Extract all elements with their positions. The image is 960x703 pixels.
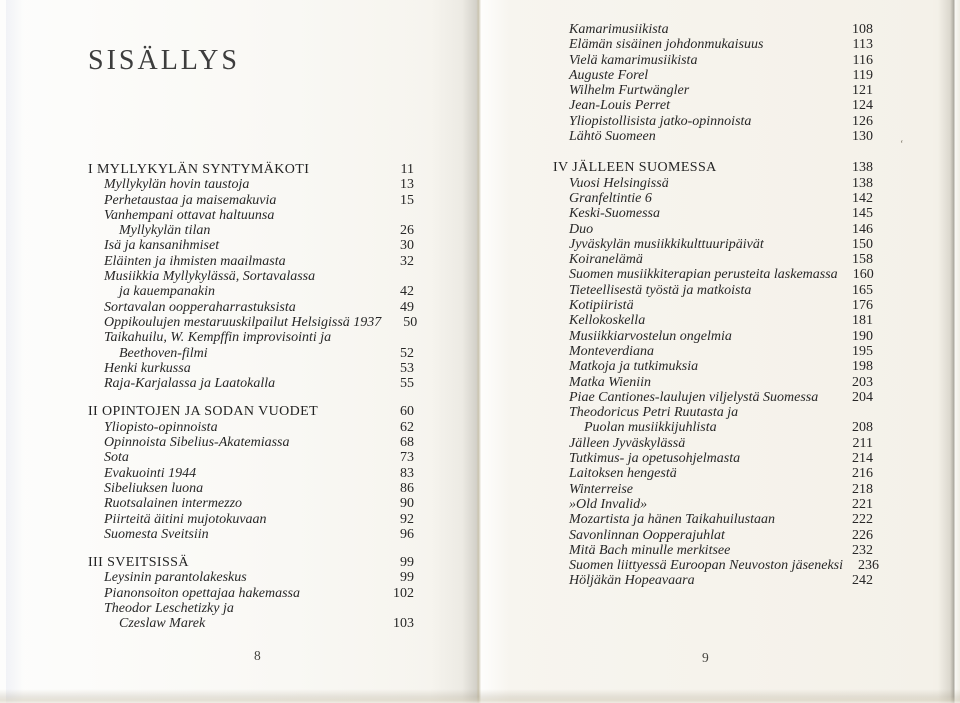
toc-entry: [88, 527, 414, 542]
entry-page-ref: 221: [852, 496, 873, 512]
left-page-number: 8: [254, 648, 261, 663]
entry-title: Tieteellisestä työstä ja matkoista: [569, 282, 752, 298]
entry-title: Tutkimus- ja opetusohjelmasta: [569, 451, 741, 467]
toc-entry: [553, 344, 873, 359]
left-page-edge-shading: [6, 0, 24, 703]
toc-entry: [88, 616, 414, 631]
toc-entry: [553, 512, 873, 527]
entry-page-ref: 138: [852, 160, 873, 176]
entry-title: Kotipiiristä: [569, 298, 634, 314]
toc-entry: [553, 98, 873, 113]
toc-entry: [88, 193, 414, 208]
entry-page-ref: 108: [852, 22, 873, 37]
entry-title: Matka Wieniin: [569, 374, 652, 390]
toc-entry: [553, 573, 873, 588]
entry-page-ref: 204: [852, 389, 873, 405]
toc-entry: [553, 267, 873, 282]
toc-entry: [553, 114, 873, 129]
toc-entry: [553, 283, 873, 298]
toc-entry: [553, 329, 873, 344]
entry-title: Sibeliuksen luona: [104, 480, 204, 496]
entry-title: Duo: [569, 221, 594, 237]
entry-page-ref: 138: [852, 175, 873, 191]
toc-entry: [88, 450, 414, 465]
entry-page-ref: 150: [852, 236, 873, 252]
entry-title: Jälleen Jyväskylässä: [569, 435, 686, 451]
toc-section-group: [88, 162, 418, 392]
toc-entry: [88, 177, 414, 192]
entry-title: Wilhelm Furtwängler: [569, 83, 690, 99]
entry-title: Mitä Bach minulle merkitsee: [569, 542, 731, 558]
toc-entry: [553, 497, 873, 512]
toc-entry: [88, 300, 414, 315]
entry-title: Puolan musiikkijuhlista: [584, 420, 717, 436]
toc-entry: [88, 466, 414, 481]
stray-pen-mark: ʻ: [898, 137, 904, 151]
entry-title: Isä ja kansanihmiset: [104, 238, 220, 254]
entry-title: Piae Cantiones-laulujen viljelystä Suomessa: [569, 389, 819, 405]
toc-entry: [88, 208, 414, 223]
entry-page-ref: 99: [400, 555, 414, 571]
entry-page-ref: 146: [852, 221, 873, 237]
entry-page-ref: 90: [400, 496, 414, 512]
toc-section-header: [553, 160, 873, 175]
entry-title: Vanhempani ottavat haltuunsa: [104, 207, 275, 223]
bottom-page-edge-shadow: [0, 689, 960, 703]
entry-page-ref: 142: [852, 190, 873, 206]
entry-title: IV JÄLLEEN SUOMESSA: [553, 160, 717, 176]
entry-page-ref: 32: [400, 253, 414, 269]
toc-entry: [88, 284, 414, 299]
toc-entry: [553, 390, 873, 405]
toc-left-column: [88, 162, 418, 632]
entry-page-ref: 13: [400, 177, 414, 193]
entry-title: ja kauempanakin: [119, 284, 216, 300]
entry-title: Leysinin parantolakeskus: [104, 570, 247, 586]
entry-page-ref: 226: [852, 527, 873, 543]
toc-section-group: [553, 22, 873, 144]
entry-page-ref: 50: [403, 314, 418, 330]
toc-right-column: [553, 22, 879, 589]
entry-page-ref: 165: [852, 282, 873, 298]
toc-entry: [553, 222, 873, 237]
entry-page-ref: 116: [852, 52, 873, 68]
entry-title: Opinnoista Sibelius-Akatemiassa: [104, 435, 290, 451]
entry-page-ref: 236: [858, 558, 879, 574]
entry-title: Auguste Forel: [569, 67, 649, 83]
toc-entry: [553, 482, 873, 497]
toc-entry: [553, 206, 873, 221]
entry-page-ref: 126: [852, 113, 873, 129]
entry-title: Musiikkiarvostelun ongelmia: [569, 328, 732, 344]
entry-page-ref: 218: [852, 481, 873, 497]
entry-title: Taikahuilu, W. Kempffin improvisointi ja: [104, 330, 332, 346]
entry-title: Granfeltintie 6: [569, 190, 652, 206]
toc-entry: [88, 512, 414, 527]
entry-title: Kellokoskella: [569, 313, 646, 329]
toc-section-header: [88, 555, 414, 570]
entry-page-ref: 55: [400, 376, 414, 392]
entry-title: »Old Invalid»: [569, 496, 648, 512]
entry-page-ref: 83: [400, 465, 414, 481]
entry-page-ref: 86: [400, 480, 414, 496]
toc-entry: [88, 346, 414, 361]
entry-page-ref: 119: [852, 67, 873, 83]
entry-title: Oppikoulujen mestaruuskilpailut Helsigissä 1937: [104, 314, 382, 330]
entry-title: Perhetaustaa ja maisemakuvia: [104, 192, 277, 208]
toc-entry: [553, 405, 873, 420]
toc-section-header: [88, 404, 414, 419]
toc-entry: [553, 83, 873, 98]
entry-page-ref: 203: [852, 374, 873, 390]
toc-entry: [88, 435, 414, 450]
entry-title: Beethoven-filmi: [119, 345, 208, 361]
entry-title: Laitoksen hengestä: [569, 466, 677, 482]
entry-page-ref: 145: [852, 206, 873, 222]
toc-entry: [88, 376, 414, 391]
entry-title: Yliopisto-opinnoista: [104, 419, 218, 435]
entry-title: Suomen musiikkiterapian perusteita laskemassa: [569, 267, 838, 283]
entry-page-ref: 222: [852, 512, 873, 528]
toc-entry: [88, 254, 414, 269]
entry-page-ref: 214: [852, 451, 873, 467]
entry-page-ref: 211: [852, 435, 873, 451]
entry-title: Keski-Suomessa: [569, 206, 660, 222]
entry-title: Mozartista ja hänen Taikahuilustaan: [569, 512, 776, 528]
toc-entry: [553, 22, 873, 37]
entry-page-ref: 121: [852, 83, 873, 99]
right-page-number: 9: [702, 650, 709, 665]
entry-page-ref: 68: [400, 435, 414, 451]
entry-title: III SVEITSISSÄ: [88, 555, 189, 571]
toc-entry: [553, 176, 873, 191]
toc-entry: [88, 570, 414, 585]
toc-entry: [553, 451, 873, 466]
toc-entry: [553, 375, 873, 390]
entry-title: Höljäkän Hopeavaara: [569, 573, 695, 589]
toc-entry: [553, 252, 873, 267]
entry-title: Theodoricus Petri Ruutasta ja: [569, 405, 739, 421]
toc-section-group: [553, 160, 879, 589]
entry-title: Yliopistollisista jatko-opinnoista: [569, 113, 752, 129]
toc-entry: [88, 269, 414, 284]
toc-entry: [553, 313, 873, 328]
entry-page-ref: 53: [400, 360, 414, 376]
entry-title: Myllykylän hovin taustoja: [104, 177, 250, 193]
toc-entry: [553, 436, 873, 451]
toc-entry: [88, 420, 414, 435]
entry-title: Vielä kamarimusiikista: [569, 52, 698, 68]
entry-title: I MYLLYKYLÄN SYNTYMÄKOTI: [88, 162, 310, 177]
entry-page-ref: 96: [400, 526, 414, 542]
entry-title: Savonlinnan Oopperajuhlat: [569, 527, 725, 543]
entry-title: Musiikkia Myllykylässä, Sortavalassa: [104, 269, 316, 285]
entry-page-ref: 49: [400, 299, 414, 315]
entry-title: Suomen liittyessä Euroopan Neuvoston jäseneksi: [569, 558, 843, 574]
toc-entry: [553, 37, 873, 52]
toc-entry: [553, 359, 873, 374]
entry-title: II OPINTOJEN JA SODAN VUODET: [88, 404, 319, 420]
toc-entry: [553, 558, 879, 574]
contents-title: SISÄLLYS: [88, 44, 240, 76]
toc-section-group: [88, 555, 414, 631]
entry-page-ref: 190: [852, 328, 873, 344]
entry-title: Kamarimusiikista: [569, 22, 669, 37]
entry-title: Sota: [104, 450, 129, 466]
toc-entry: [88, 361, 414, 376]
entry-title: Henki kurkussa: [104, 360, 191, 376]
toc-entry: [88, 496, 414, 511]
entry-page-ref: 11: [400, 162, 414, 177]
toc-entry: [88, 601, 414, 616]
entry-page-ref: 102: [393, 585, 414, 601]
toc-entry: [553, 466, 873, 481]
entry-page-ref: 60: [400, 404, 414, 420]
entry-page-ref: 99: [400, 570, 414, 586]
entry-page-ref: 160: [852, 267, 874, 283]
toc-entry: [88, 586, 414, 601]
toc-entry: [553, 53, 873, 68]
toc-entry: [553, 528, 873, 543]
entry-page-ref: 130: [852, 129, 873, 145]
toc-section-header: [88, 162, 414, 177]
toc-entry: [88, 481, 414, 496]
entry-page-ref: 216: [852, 466, 873, 482]
toc-section-group: [88, 404, 414, 542]
entry-title: Koiranelämä: [569, 252, 643, 268]
entry-title: Monteverdiana: [569, 343, 655, 359]
entry-title: Pianonsoiton opettajaa hakemassa: [104, 585, 300, 601]
entry-page-ref: 42: [400, 284, 414, 300]
entry-title: Ruotsalainen intermezzo: [104, 496, 243, 512]
entry-page-ref: 124: [852, 98, 873, 114]
entry-title: Winterreise: [569, 481, 634, 497]
entry-page-ref: 198: [852, 359, 873, 375]
entry-title: Jyväskylän musiikkikulttuuripäivät: [569, 236, 764, 252]
right-page-edge-shadow: [938, 0, 960, 703]
entry-title: Elämän sisäinen johdonmukaisuus: [569, 37, 764, 53]
entry-page-ref: 208: [852, 420, 873, 436]
entry-page-ref: 195: [852, 343, 873, 359]
entry-title: Theodor Leschetizky ja: [104, 601, 234, 617]
entry-title: Myllykylän tilan: [119, 223, 211, 239]
toc-entry: [553, 420, 873, 435]
toc-entry: [553, 298, 873, 313]
entry-title: Evakuointi 1944: [104, 465, 197, 481]
entry-page-ref: 52: [400, 345, 414, 361]
toc-entry: [88, 238, 414, 253]
entry-page-ref: 232: [852, 542, 873, 558]
toc-entry: [553, 237, 873, 252]
entry-title: Czeslaw Marek: [119, 616, 206, 632]
entry-page-ref: 92: [400, 511, 414, 527]
entry-page-ref: 113: [852, 37, 873, 53]
entry-title: Suomesta Sveitsiin: [104, 526, 209, 542]
entry-page-ref: 15: [400, 192, 414, 208]
book-gutter-shadow: [430, 0, 510, 703]
entry-page-ref: 30: [400, 238, 414, 254]
entry-page-ref: 181: [852, 313, 873, 329]
entry-page-ref: 62: [400, 419, 414, 435]
entry-title: Sortavalan oopperaharrastuksista: [104, 299, 296, 315]
entry-title: Vuosi Helsingissä: [569, 175, 669, 191]
toc-entry: [553, 68, 873, 83]
entry-title: Lähtö Suomeen: [569, 129, 656, 145]
entry-page-ref: 242: [852, 573, 873, 589]
toc-entry: [553, 129, 873, 144]
toc-entry: [88, 314, 418, 330]
toc-entry: [88, 330, 414, 345]
toc-entry: [553, 543, 873, 558]
toc-entry: [88, 223, 414, 238]
toc-entry: [553, 191, 873, 206]
entry-page-ref: 26: [400, 223, 414, 239]
entry-page-ref: 103: [393, 616, 414, 632]
entry-page-ref: 176: [852, 298, 873, 314]
entry-title: Jean-Louis Perret: [569, 98, 670, 114]
entry-title: Eläinten ja ihmisten maailmasta: [104, 253, 286, 269]
entry-page-ref: 73: [400, 450, 414, 466]
entry-page-ref: 158: [852, 252, 873, 268]
entry-title: Piirteitä äitini mujotokuvaan: [104, 511, 267, 527]
entry-title: Raja-Karjalassa ja Laatokalla: [104, 376, 276, 392]
entry-title: Matkoja ja tutkimuksia: [569, 359, 699, 375]
